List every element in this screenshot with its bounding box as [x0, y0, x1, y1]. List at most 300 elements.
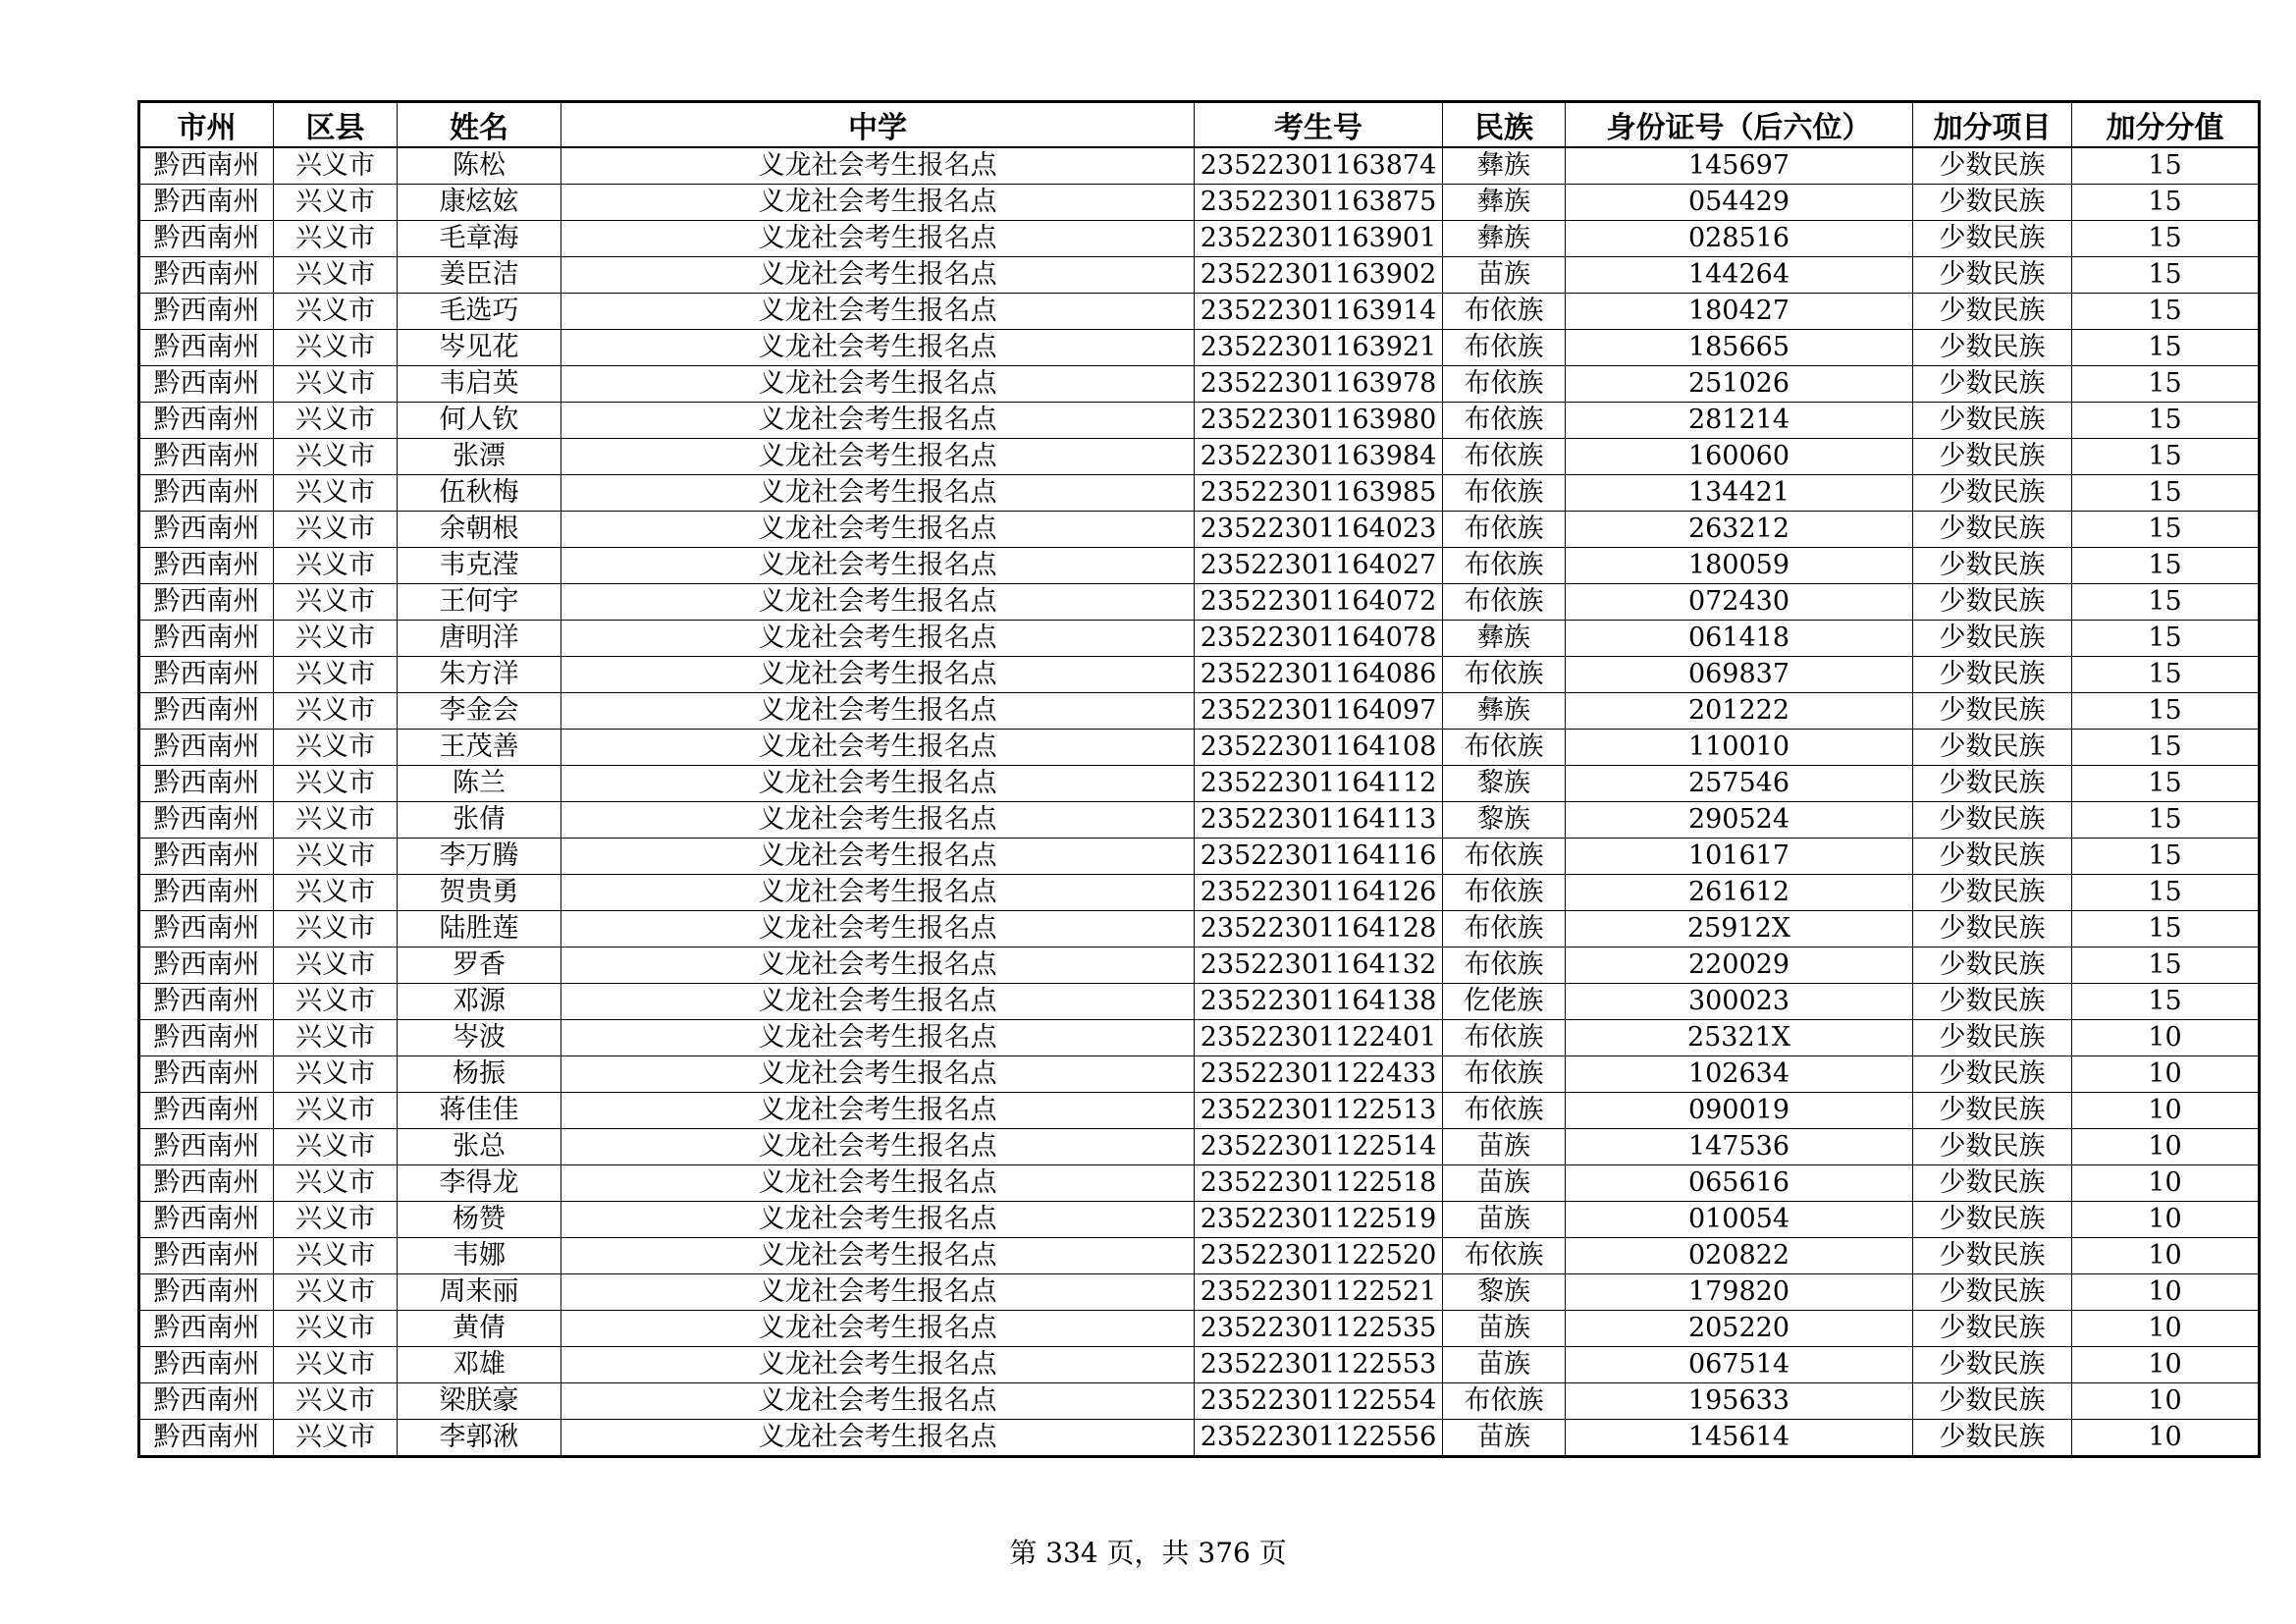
name-cell: 杨振: [398, 1056, 561, 1093]
school-cell: 义龙社会考生报名点: [561, 1347, 1195, 1383]
table-header-row: [139, 102, 2260, 148]
exam-number-cell: 23522301163914: [1195, 294, 1443, 330]
city-cell: 黔西南州: [139, 1020, 274, 1056]
ethnicity-cell: 布依族: [1443, 584, 1566, 621]
name-cell: 韦启英: [398, 366, 561, 403]
bonus-item-cell: 少数民族: [1913, 330, 2072, 366]
city-cell: 黔西南州: [139, 1165, 274, 1202]
ethnicity-cell: 布依族: [1443, 512, 1566, 548]
county-cell: 兴义市: [274, 1020, 398, 1056]
school-cell: 义龙社会考生报名点: [561, 693, 1195, 730]
bonus-points-cell: 15: [2072, 475, 2260, 512]
table-row: [139, 257, 2260, 294]
id-suffix-cell: 281214: [1566, 403, 1913, 439]
bonus-points-cell: 15: [2072, 875, 2260, 911]
ethnicity-cell: 布依族: [1443, 1020, 1566, 1056]
id-suffix-cell: 25321X: [1566, 1020, 1913, 1056]
school-cell: 义龙社会考生报名点: [561, 147, 1195, 185]
exam-number-cell: 23522301122518: [1195, 1165, 1443, 1202]
table-row: [139, 221, 2260, 257]
id-suffix-cell: 028516: [1566, 221, 1913, 257]
id-suffix-cell: 067514: [1566, 1347, 1913, 1383]
table-row: [139, 439, 2260, 475]
county-cell: 兴义市: [274, 911, 398, 947]
ethnicity-cell: 布依族: [1443, 1383, 1566, 1420]
bonus-points-cell: 10: [2072, 1311, 2260, 1347]
city-cell: 黔西南州: [139, 730, 274, 766]
ethnicity-cell: 布依族: [1443, 330, 1566, 366]
ethnicity-cell: 布依族: [1443, 875, 1566, 911]
county-cell: 兴义市: [274, 185, 398, 221]
bonus-points-cell: 10: [2072, 1056, 2260, 1093]
table-row: [139, 147, 2260, 185]
bonus-item-cell: 少数民族: [1913, 1238, 2072, 1274]
id-suffix-cell: 300023: [1566, 984, 1913, 1020]
exam-number-cell: 23522301164128: [1195, 911, 1443, 947]
school-cell: 义龙社会考生报名点: [561, 766, 1195, 802]
table-row: [139, 548, 2260, 584]
ethnicity-cell: 彝族: [1443, 221, 1566, 257]
column-header-name: 姓名: [398, 102, 561, 148]
bonus-points-cell: 10: [2072, 1202, 2260, 1238]
column-header-ethnicity: 民族: [1443, 102, 1566, 148]
bonus-item-cell: 少数民族: [1913, 621, 2072, 657]
table-row: [139, 911, 2260, 947]
ethnicity-cell: 彝族: [1443, 621, 1566, 657]
table-row: [139, 366, 2260, 403]
exam-number-cell: 23522301164023: [1195, 512, 1443, 548]
county-cell: 兴义市: [274, 512, 398, 548]
exam-number-cell: 23522301163980: [1195, 403, 1443, 439]
county-cell: 兴义市: [274, 294, 398, 330]
exam-number-cell: 23522301164138: [1195, 984, 1443, 1020]
bonus-item-cell: 少数民族: [1913, 475, 2072, 512]
ethnicity-cell: 布依族: [1443, 294, 1566, 330]
id-suffix-cell: 290524: [1566, 802, 1913, 839]
school-cell: 义龙社会考生报名点: [561, 1420, 1195, 1457]
city-cell: 黔西南州: [139, 693, 274, 730]
exam-number-cell: 23522301164027: [1195, 548, 1443, 584]
name-cell: 李万腾: [398, 839, 561, 875]
county-cell: 兴义市: [274, 1347, 398, 1383]
id-suffix-cell: 072430: [1566, 584, 1913, 621]
bonus-points-cell: 15: [2072, 185, 2260, 221]
column-header-city: 市州: [139, 102, 274, 148]
name-cell: 毛选巧: [398, 294, 561, 330]
id-suffix-cell: 065616: [1566, 1165, 1913, 1202]
table-row: [139, 802, 2260, 839]
table-row: [139, 1093, 2260, 1129]
school-cell: 义龙社会考生报名点: [561, 947, 1195, 984]
school-cell: 义龙社会考生报名点: [561, 475, 1195, 512]
city-cell: 黔西南州: [139, 657, 274, 693]
bonus-item-cell: 少数民族: [1913, 1274, 2072, 1311]
county-cell: 兴义市: [274, 657, 398, 693]
name-cell: 罗香: [398, 947, 561, 984]
city-cell: 黔西南州: [139, 839, 274, 875]
school-cell: 义龙社会考生报名点: [561, 1383, 1195, 1420]
table-row: [139, 512, 2260, 548]
ethnicity-cell: 苗族: [1443, 1165, 1566, 1202]
school-cell: 义龙社会考生报名点: [561, 330, 1195, 366]
bonus-points-cell: 15: [2072, 403, 2260, 439]
bonus-points-cell: 10: [2072, 1383, 2260, 1420]
id-suffix-cell: 185665: [1566, 330, 1913, 366]
city-cell: 黔西南州: [139, 621, 274, 657]
ethnicity-cell: 苗族: [1443, 1129, 1566, 1165]
id-suffix-cell: 180059: [1566, 548, 1913, 584]
exam-number-cell: 23522301163921: [1195, 330, 1443, 366]
exam-number-cell: 23522301164108: [1195, 730, 1443, 766]
bonus-item-cell: 少数民族: [1913, 1093, 2072, 1129]
table-row: [139, 766, 2260, 802]
id-suffix-cell: 201222: [1566, 693, 1913, 730]
bonus-item-cell: 少数民族: [1913, 439, 2072, 475]
county-cell: 兴义市: [274, 1311, 398, 1347]
bonus-points-cell: 15: [2072, 512, 2260, 548]
id-suffix-cell: 110010: [1566, 730, 1913, 766]
name-cell: 李金会: [398, 693, 561, 730]
county-cell: 兴义市: [274, 621, 398, 657]
bonus-item-cell: 少数民族: [1913, 1129, 2072, 1165]
bonus-item-cell: 少数民族: [1913, 366, 2072, 403]
county-cell: 兴义市: [274, 330, 398, 366]
table-row: [139, 1311, 2260, 1347]
school-cell: 义龙社会考生报名点: [561, 730, 1195, 766]
county-cell: 兴义市: [274, 947, 398, 984]
school-cell: 义龙社会考生报名点: [561, 802, 1195, 839]
table-row: [139, 1383, 2260, 1420]
table-row: [139, 1274, 2260, 1311]
exam-number-cell: 23522301122535: [1195, 1311, 1443, 1347]
exam-number-cell: 23522301164072: [1195, 584, 1443, 621]
ethnicity-cell: 布依族: [1443, 911, 1566, 947]
county-cell: 兴义市: [274, 1274, 398, 1311]
exam-number-cell: 23522301163978: [1195, 366, 1443, 403]
bonus-points-cell: 10: [2072, 1020, 2260, 1056]
school-cell: 义龙社会考生报名点: [561, 1238, 1195, 1274]
county-cell: 兴义市: [274, 1202, 398, 1238]
id-suffix-cell: 010054: [1566, 1202, 1913, 1238]
table-row: [139, 1347, 2260, 1383]
ethnicity-cell: 黎族: [1443, 802, 1566, 839]
bonus-points-cell: 15: [2072, 766, 2260, 802]
county-cell: 兴义市: [274, 1420, 398, 1457]
ethnicity-cell: 布依族: [1443, 548, 1566, 584]
bonus-item-cell: 少数民族: [1913, 584, 2072, 621]
name-cell: 陈松: [398, 147, 561, 185]
name-cell: 陆胜莲: [398, 911, 561, 947]
ethnicity-cell: 苗族: [1443, 1202, 1566, 1238]
table-row: [139, 330, 2260, 366]
city-cell: 黔西南州: [139, 1238, 274, 1274]
name-cell: 蒋佳佳: [398, 1093, 561, 1129]
exam-number-cell: 23522301122520: [1195, 1238, 1443, 1274]
table-row: [139, 657, 2260, 693]
school-cell: 义龙社会考生报名点: [561, 548, 1195, 584]
column-header-bonus-item: 加分项目: [1913, 102, 2072, 148]
bonus-item-cell: 少数民族: [1913, 839, 2072, 875]
ethnicity-cell: 黎族: [1443, 1274, 1566, 1311]
id-suffix-cell: 069837: [1566, 657, 1913, 693]
city-cell: 黔西南州: [139, 294, 274, 330]
id-suffix-cell: 144264: [1566, 257, 1913, 294]
school-cell: 义龙社会考生报名点: [561, 1165, 1195, 1202]
city-cell: 黔西南州: [139, 984, 274, 1020]
bonus-item-cell: 少数民族: [1913, 911, 2072, 947]
bonus-item-cell: 少数民族: [1913, 984, 2072, 1020]
table-row: [139, 1420, 2260, 1457]
ethnicity-cell: 苗族: [1443, 257, 1566, 294]
id-suffix-cell: 145697: [1566, 147, 1913, 185]
table-row: [139, 1165, 2260, 1202]
bonus-item-cell: 少数民族: [1913, 1311, 2072, 1347]
school-cell: 义龙社会考生报名点: [561, 1056, 1195, 1093]
county-cell: 兴义市: [274, 839, 398, 875]
bonus-item-cell: 少数民族: [1913, 147, 2072, 185]
city-cell: 黔西南州: [139, 947, 274, 984]
county-cell: 兴义市: [274, 730, 398, 766]
county-cell: 兴义市: [274, 1129, 398, 1165]
exam-number-cell: 23522301164113: [1195, 802, 1443, 839]
table-row: [139, 621, 2260, 657]
column-header-bonus-points: 加分分值: [2072, 102, 2260, 148]
school-cell: 义龙社会考生报名点: [561, 257, 1195, 294]
exam-number-cell: 23522301163901: [1195, 221, 1443, 257]
city-cell: 黔西南州: [139, 875, 274, 911]
bonus-points-table: [137, 100, 2261, 1458]
name-cell: 伍秋梅: [398, 475, 561, 512]
bonus-item-cell: 少数民族: [1913, 802, 2072, 839]
exam-number-cell: 23522301122514: [1195, 1129, 1443, 1165]
bonus-points-cell: 15: [2072, 330, 2260, 366]
id-suffix-cell: 251026: [1566, 366, 1913, 403]
ethnicity-cell: 布依族: [1443, 947, 1566, 984]
bonus-points-cell: 15: [2072, 947, 2260, 984]
bonus-points-cell: 15: [2072, 839, 2260, 875]
bonus-item-cell: 少数民族: [1913, 1383, 2072, 1420]
bonus-points-cell: 10: [2072, 1165, 2260, 1202]
table-row: [139, 875, 2260, 911]
name-cell: 李郭湫: [398, 1420, 561, 1457]
exam-number-cell: 23522301163902: [1195, 257, 1443, 294]
ethnicity-cell: 布依族: [1443, 403, 1566, 439]
school-cell: 义龙社会考生报名点: [561, 657, 1195, 693]
school-cell: 义龙社会考生报名点: [561, 984, 1195, 1020]
ethnicity-cell: 彝族: [1443, 693, 1566, 730]
bonus-points-cell: 15: [2072, 693, 2260, 730]
ethnicity-cell: 黎族: [1443, 766, 1566, 802]
county-cell: 兴义市: [274, 439, 398, 475]
page-footer: 第 334 页，共 376 页: [1009, 1537, 1287, 1569]
exam-number-cell: 23522301164126: [1195, 875, 1443, 911]
bonus-points-cell: 15: [2072, 802, 2260, 839]
city-cell: 黔西南州: [139, 1420, 274, 1457]
exam-number-cell: 23522301163985: [1195, 475, 1443, 512]
bonus-points-cell: 15: [2072, 584, 2260, 621]
table-row: [139, 1020, 2260, 1056]
exam-number-cell: 23522301122401: [1195, 1020, 1443, 1056]
bonus-item-cell: 少数民族: [1913, 1347, 2072, 1383]
exam-number-cell: 23522301163984: [1195, 439, 1443, 475]
bonus-item-cell: 少数民族: [1913, 1420, 2072, 1457]
city-cell: 黔西南州: [139, 475, 274, 512]
exam-number-cell: 23522301122553: [1195, 1347, 1443, 1383]
name-cell: 周来丽: [398, 1274, 561, 1311]
city-cell: 黔西南州: [139, 147, 274, 185]
bonus-points-cell: 15: [2072, 294, 2260, 330]
city-cell: 黔西南州: [139, 1129, 274, 1165]
bonus-points-cell: 15: [2072, 221, 2260, 257]
bonus-item-cell: 少数民族: [1913, 512, 2072, 548]
exam-number-cell: 23522301164112: [1195, 766, 1443, 802]
school-cell: 义龙社会考生报名点: [561, 875, 1195, 911]
county-cell: 兴义市: [274, 548, 398, 584]
city-cell: 黔西南州: [139, 185, 274, 221]
bonus-item-cell: 少数民族: [1913, 1020, 2072, 1056]
id-suffix-cell: 180427: [1566, 294, 1913, 330]
county-cell: 兴义市: [274, 1383, 398, 1420]
bonus-points-cell: 15: [2072, 147, 2260, 185]
column-header-id-suffix: 身份证号（后六位）: [1566, 102, 1913, 148]
bonus-points-cell: 15: [2072, 730, 2260, 766]
name-cell: 张总: [398, 1129, 561, 1165]
school-cell: 义龙社会考生报名点: [561, 1093, 1195, 1129]
name-cell: 李得龙: [398, 1165, 561, 1202]
table-row: [139, 294, 2260, 330]
city-cell: 黔西南州: [139, 1202, 274, 1238]
county-cell: 兴义市: [274, 802, 398, 839]
bonus-item-cell: 少数民族: [1913, 1056, 2072, 1093]
id-suffix-cell: 061418: [1566, 621, 1913, 657]
exam-number-cell: 23522301122433: [1195, 1056, 1443, 1093]
city-cell: 黔西南州: [139, 512, 274, 548]
city-cell: 黔西南州: [139, 802, 274, 839]
city-cell: 黔西南州: [139, 439, 274, 475]
name-cell: 贺贵勇: [398, 875, 561, 911]
name-cell: 唐明洋: [398, 621, 561, 657]
name-cell: 岑波: [398, 1020, 561, 1056]
exam-number-cell: 23522301122513: [1195, 1093, 1443, 1129]
school-cell: 义龙社会考生报名点: [561, 221, 1195, 257]
bonus-item-cell: 少数民族: [1913, 1165, 2072, 1202]
exam-number-cell: 23522301164132: [1195, 947, 1443, 984]
county-cell: 兴义市: [274, 875, 398, 911]
ethnicity-cell: 布依族: [1443, 1093, 1566, 1129]
school-cell: 义龙社会考生报名点: [561, 839, 1195, 875]
id-suffix-cell: 263212: [1566, 512, 1913, 548]
bonus-item-cell: 少数民族: [1913, 657, 2072, 693]
county-cell: 兴义市: [274, 403, 398, 439]
city-cell: 黔西南州: [139, 1383, 274, 1420]
ethnicity-cell: 布依族: [1443, 366, 1566, 403]
table-row: [139, 730, 2260, 766]
city-cell: 黔西南州: [139, 1056, 274, 1093]
county-cell: 兴义市: [274, 1238, 398, 1274]
table-row: [139, 984, 2260, 1020]
name-cell: 毛章海: [398, 221, 561, 257]
ethnicity-cell: 苗族: [1443, 1420, 1566, 1457]
school-cell: 义龙社会考生报名点: [561, 621, 1195, 657]
exam-number-cell: 23522301164078: [1195, 621, 1443, 657]
bonus-points-cell: 15: [2072, 657, 2260, 693]
county-cell: 兴义市: [274, 984, 398, 1020]
school-cell: 义龙社会考生报名点: [561, 584, 1195, 621]
school-cell: 义龙社会考生报名点: [561, 366, 1195, 403]
name-cell: 邓雄: [398, 1347, 561, 1383]
bonus-points-cell: 10: [2072, 1347, 2260, 1383]
county-cell: 兴义市: [274, 475, 398, 512]
school-cell: 义龙社会考生报名点: [561, 1274, 1195, 1311]
school-cell: 义龙社会考生报名点: [561, 1020, 1195, 1056]
exam-number-cell: 23522301122521: [1195, 1274, 1443, 1311]
id-suffix-cell: 25912X: [1566, 911, 1913, 947]
name-cell: 岑见花: [398, 330, 561, 366]
school-cell: 义龙社会考生报名点: [561, 1202, 1195, 1238]
county-cell: 兴义市: [274, 1165, 398, 1202]
table-row: [139, 1238, 2260, 1274]
bonus-item-cell: 少数民族: [1913, 403, 2072, 439]
ethnicity-cell: 布依族: [1443, 475, 1566, 512]
id-suffix-cell: 102634: [1566, 1056, 1913, 1093]
column-header-school: 中学: [561, 102, 1195, 148]
city-cell: 黔西南州: [139, 766, 274, 802]
name-cell: 韦克滢: [398, 548, 561, 584]
city-cell: 黔西南州: [139, 1347, 274, 1383]
bonus-points-cell: 15: [2072, 984, 2260, 1020]
bonus-points-cell: 10: [2072, 1274, 2260, 1311]
bonus-points-cell: 15: [2072, 621, 2260, 657]
exam-number-cell: 23522301164086: [1195, 657, 1443, 693]
ethnicity-cell: 布依族: [1443, 1238, 1566, 1274]
county-cell: 兴义市: [274, 257, 398, 294]
bonus-points-cell: 15: [2072, 257, 2260, 294]
bonus-item-cell: 少数民族: [1913, 294, 2072, 330]
bonus-item-cell: 少数民族: [1913, 185, 2072, 221]
name-cell: 梁朕豪: [398, 1383, 561, 1420]
exam-number-cell: 23522301122556: [1195, 1420, 1443, 1457]
id-suffix-cell: 090019: [1566, 1093, 1913, 1129]
bonus-item-cell: 少数民族: [1913, 221, 2072, 257]
bonus-item-cell: 少数民族: [1913, 548, 2072, 584]
ethnicity-cell: 彝族: [1443, 147, 1566, 185]
name-cell: 邓源: [398, 984, 561, 1020]
city-cell: 黔西南州: [139, 548, 274, 584]
exam-number-cell: 23522301163875: [1195, 185, 1443, 221]
id-suffix-cell: 020822: [1566, 1238, 1913, 1274]
city-cell: 黔西南州: [139, 330, 274, 366]
ethnicity-cell: 布依族: [1443, 839, 1566, 875]
bonus-item-cell: 少数民族: [1913, 1202, 2072, 1238]
city-cell: 黔西南州: [139, 1093, 274, 1129]
bonus-item-cell: 少数民族: [1913, 257, 2072, 294]
school-cell: 义龙社会考生报名点: [561, 911, 1195, 947]
ethnicity-cell: 布依族: [1443, 730, 1566, 766]
id-suffix-cell: 257546: [1566, 766, 1913, 802]
name-cell: 朱方洋: [398, 657, 561, 693]
city-cell: 黔西南州: [139, 366, 274, 403]
name-cell: 康炫妶: [398, 185, 561, 221]
county-cell: 兴义市: [274, 584, 398, 621]
ethnicity-cell: 苗族: [1443, 1347, 1566, 1383]
name-cell: 杨赞: [398, 1202, 561, 1238]
school-cell: 义龙社会考生报名点: [561, 512, 1195, 548]
bonus-item-cell: 少数民族: [1913, 730, 2072, 766]
exam-number-cell: 23522301122519: [1195, 1202, 1443, 1238]
table-row: [139, 693, 2260, 730]
table-row: [139, 1202, 2260, 1238]
id-suffix-cell: 205220: [1566, 1311, 1913, 1347]
